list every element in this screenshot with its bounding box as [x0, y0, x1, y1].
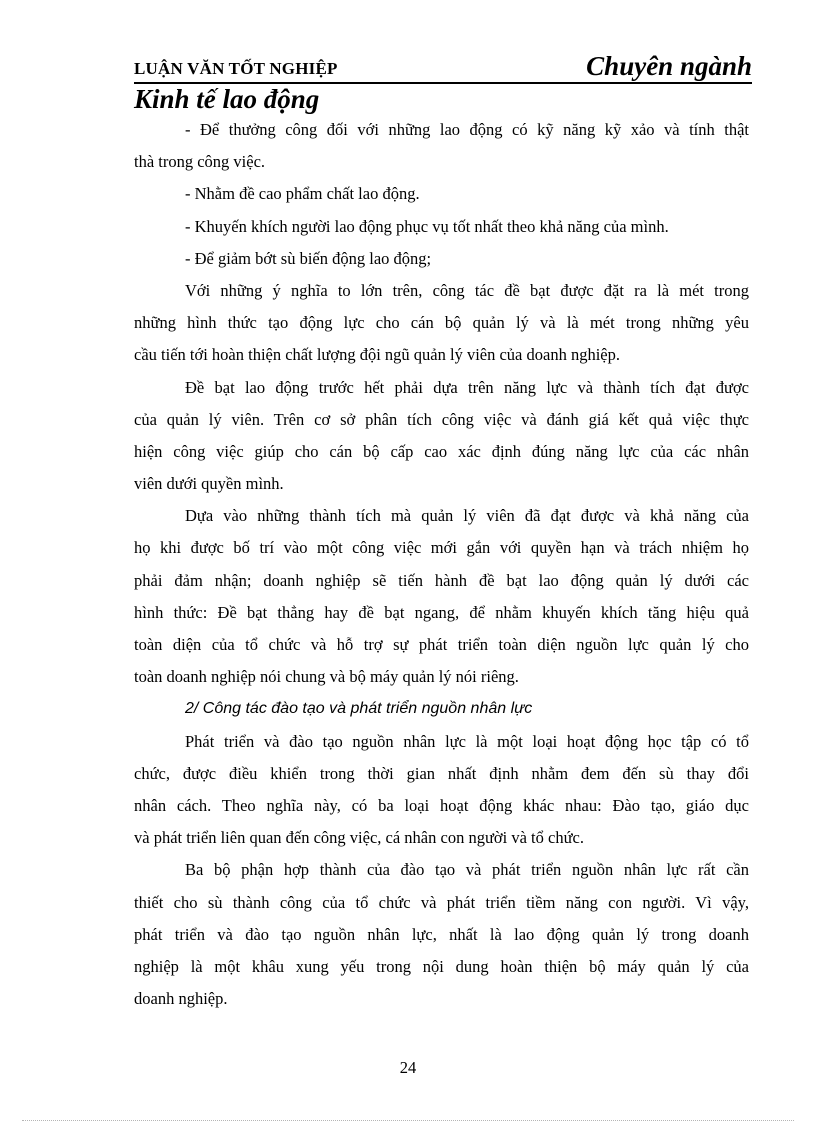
- text-line: phát triển và đào tạo nguồn nhân lực, nhất là lao động quản lý trong doanh: [134, 924, 749, 944]
- page-bottom-divider: [22, 1120, 794, 1121]
- text-line: phải đảm nhận; doanh nghiệp sẽ tiến hành đề bạt lao động quản lý dưới các: [134, 570, 749, 590]
- text-line: - Để giảm bớt sù biến động lao động;: [185, 248, 432, 268]
- body-text: [134, 114, 749, 1015]
- text-line: thiết cho sù thành công của tổ chức và phát triển tiềm năng con người. Vì vậy,: [134, 892, 749, 912]
- text-line: toàn doanh nghiệp nói chung và bộ máy quản lý nói riêng.: [134, 667, 519, 687]
- text-line: Phát triển và đào tạo nguồn nhân lực là một loại hoạt động học tập có tổ: [185, 731, 749, 751]
- text-line: cầu tiến tới hoàn thiện chất lượng đội ngũ quản lý viên của doanh nghiệp.: [134, 345, 620, 365]
- text-line: những hình thức tạo động lực cho cán bộ quản lý và là mét trong những yêu: [134, 313, 749, 333]
- text-line: - Để thưởng công đối với những lao động có kỹ năng kỹ xảo và tính thật: [185, 120, 749, 139]
- text-line: và phát triển liên quan đến công việc, cá nhân con người và tổ chức.: [134, 828, 584, 848]
- text-line: thà trong công việc.: [134, 152, 266, 172]
- text-line: Đề bạt lao động trước hết phải dựa trên năng lực và thành tích đạt được: [185, 377, 749, 397]
- text-line: họ khi được bố trí vào một công việc mới gắn với quyền hạn và trách nhiệm họ: [134, 538, 749, 558]
- text-line: Với những ý nghĩa to lớn trên, công tác đề bạt được đặt ra là mét trong: [185, 280, 749, 300]
- specialization-label: Chuyên ngành: [586, 51, 752, 81]
- text-line: nghiệp là một khâu xung yếu trong nội dung hoàn thiện bộ máy quản lý của: [134, 956, 749, 976]
- text-line: doanh nghiệp.: [134, 989, 228, 1009]
- text-line: viên dưới quyền mình.: [134, 474, 284, 494]
- specialization-name: Kinh tế lao động: [134, 84, 320, 114]
- text-line: nhân cách. Theo nghĩa này, có ba loại hoạt động khác nhau: Đào tạo, giáo dục: [134, 795, 749, 815]
- text-line: Dựa vào những thành tích mà quản lý viên đã đạt được và khả năng của: [185, 506, 749, 526]
- text-line: - Khuyến khích người lao động phục vụ tốt nhất theo khả năng của mình.: [185, 216, 669, 236]
- thesis-label: LUẬN VĂN TỐT NGHIỆP: [134, 59, 338, 78]
- text-line: của quản lý viên. Trên cơ sở phân tích công việc và đánh giá kết quả việc thực: [134, 409, 749, 429]
- text-line: hình thức: Đề bạt thẳng hay đề bạt ngang, để nhằm khuyến khích tăng hiệu quả: [134, 602, 749, 622]
- text-line: Ba bộ phận hợp thành của đào tạo và phát triển nguồn nhân lực rất cần: [185, 860, 749, 880]
- running-header: [134, 50, 752, 84]
- section-heading: 2/ Công tác đào tạo và phát triển nguồn nhân lực: [185, 700, 533, 718]
- page-number: 24: [399, 1058, 417, 1077]
- text-line: toàn diện của tổ chức và hỗ trợ sự phát triển toàn diện nguồn lực quản lý cho: [134, 635, 749, 654]
- text-line: hiện công việc giúp cho cán bộ cấp cao xác định đúng năng lực của các nhân: [134, 441, 749, 461]
- text-line: chức, được điều khiển trong thời gian nhất định nhằm đem đến sù thay đổi: [134, 763, 749, 783]
- text-line: - Nhằm đề cao phẩm chất lao động.: [185, 184, 420, 204]
